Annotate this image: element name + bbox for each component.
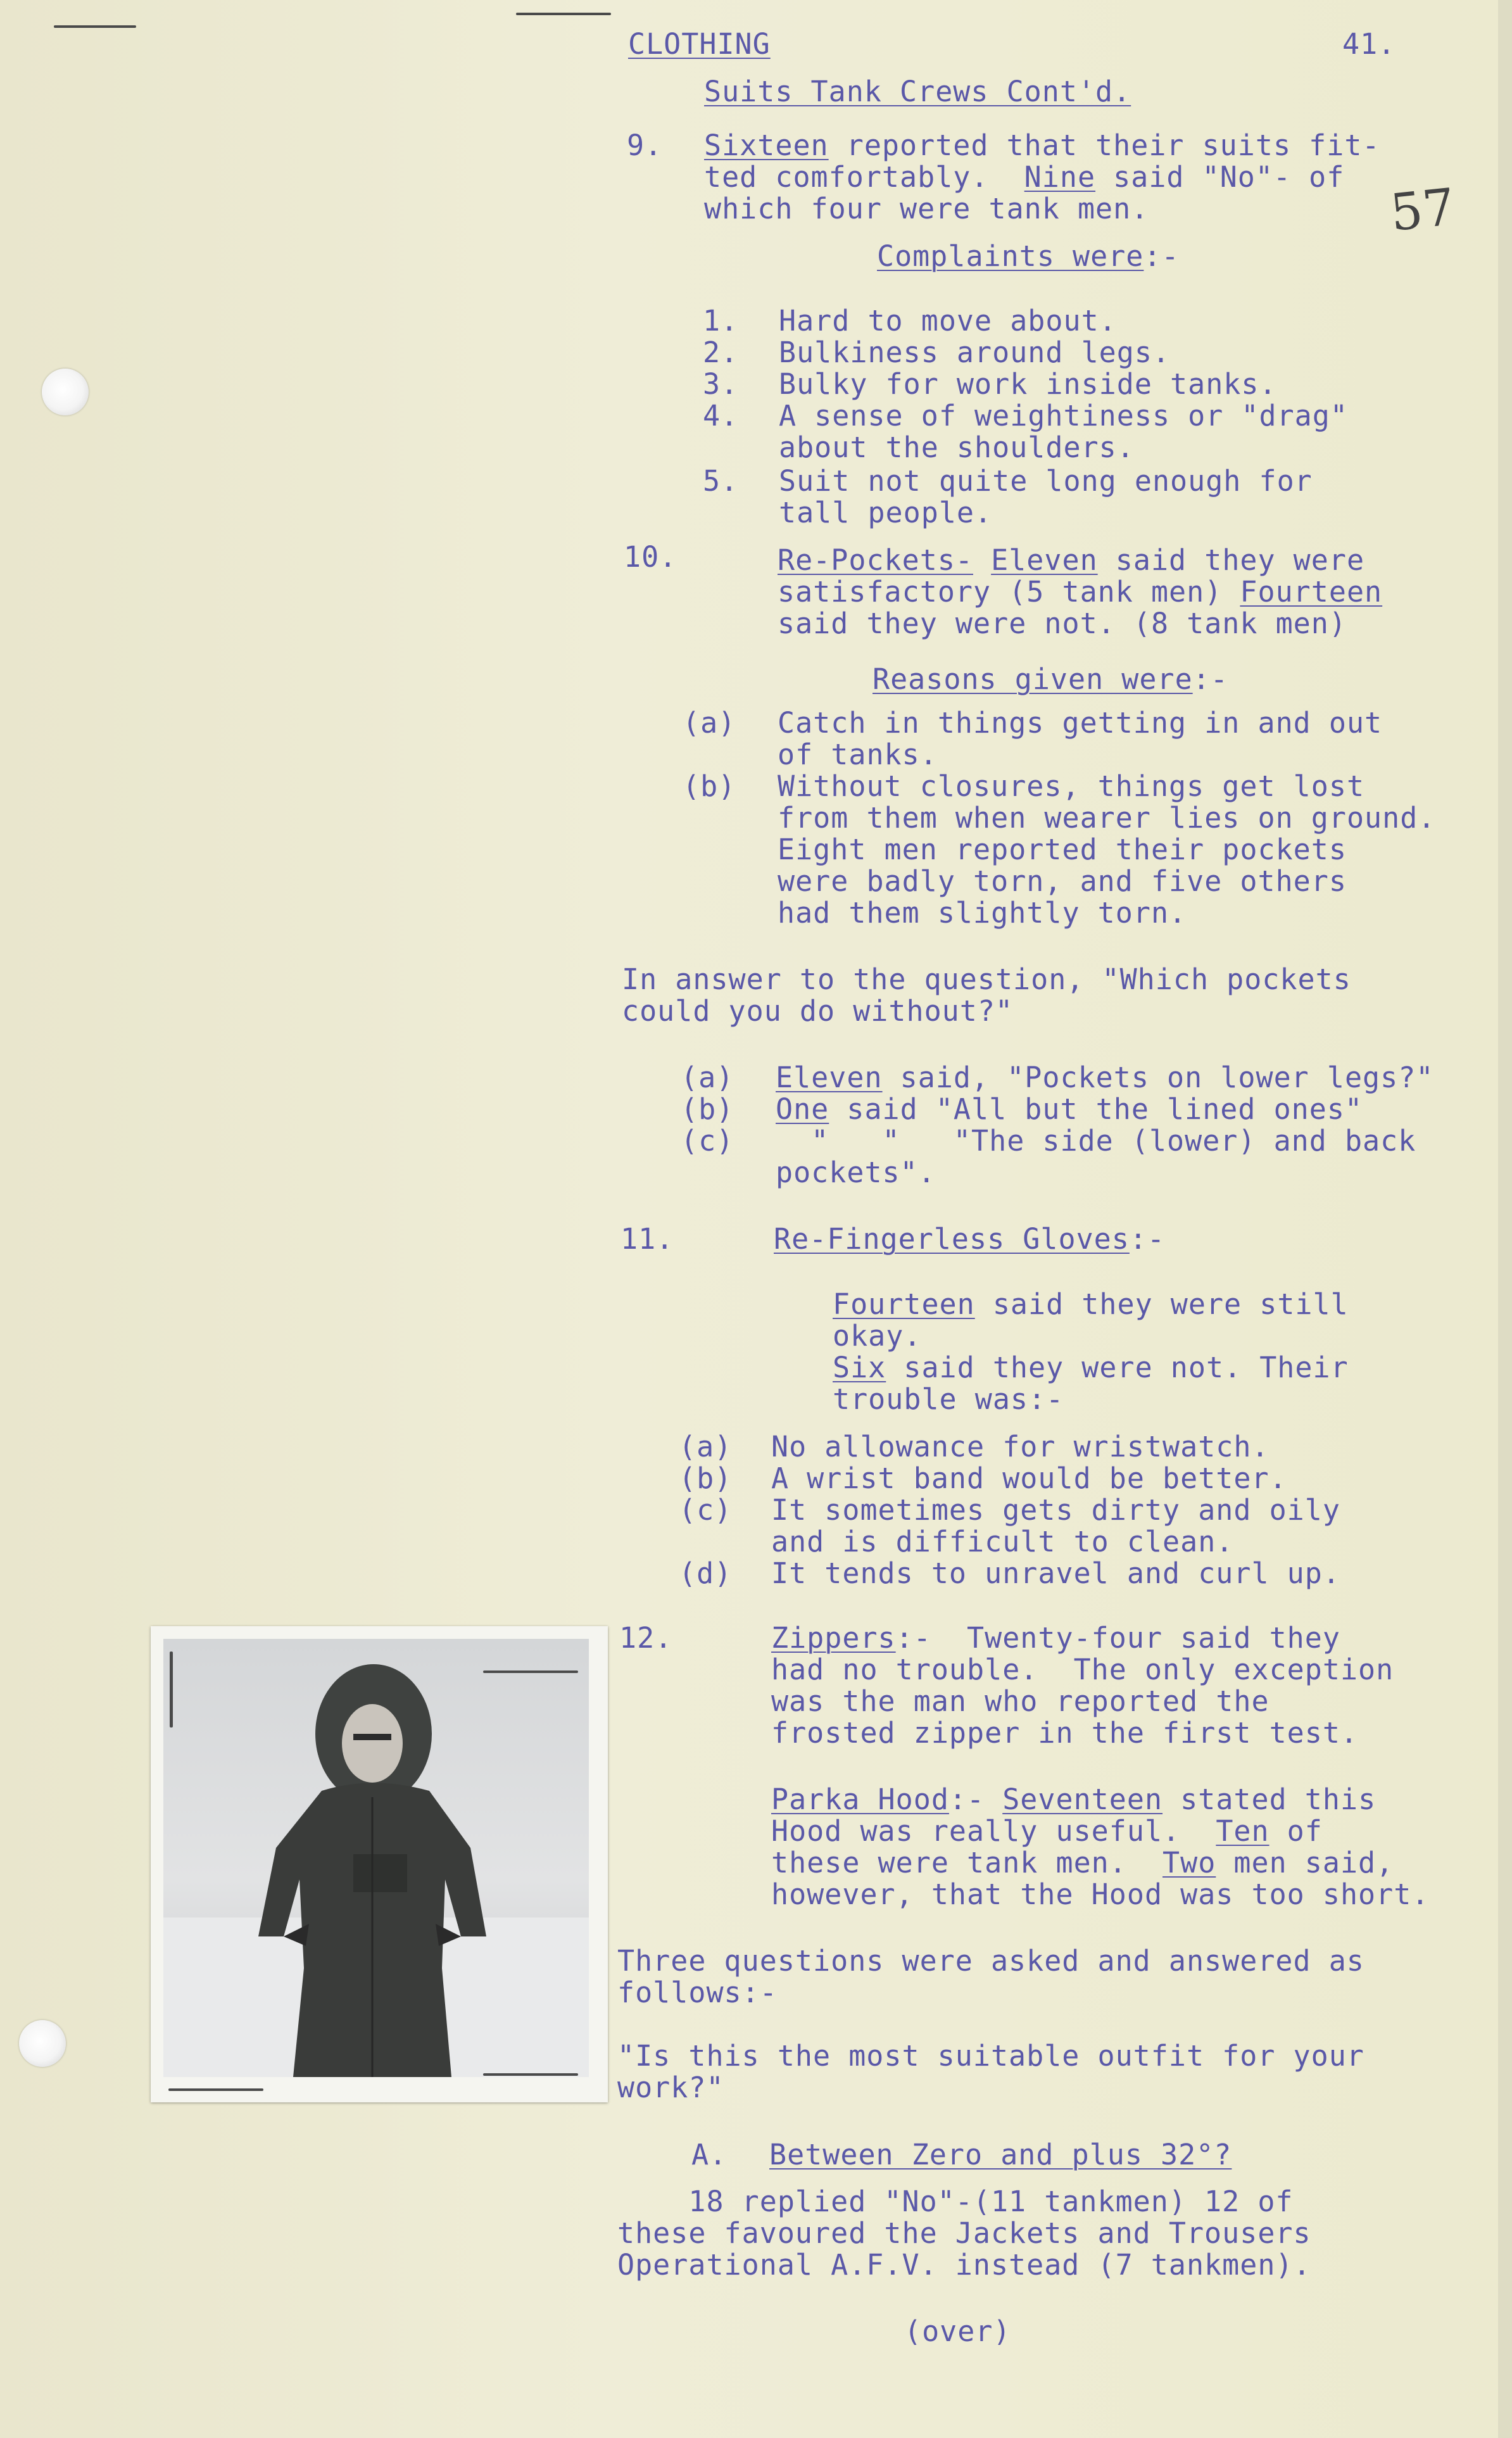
parka-line-1: Parka Hood:- Seventeen stated this [771,1783,1377,1816]
answer-text: Eleven said, "Pockets on lower legs?" [776,1061,1434,1094]
reason-text: had them slightly torn. [778,896,1187,930]
question-one: "Is this the most suitable outfit for your [617,2039,1364,2073]
complaint-text: tall people. [779,496,993,529]
punch-hole-upper [42,369,89,415]
answer-text: One said "All but the lined ones" [776,1092,1363,1126]
item10-line-3: said they were not. (8 tank men) [778,607,1347,640]
photo-staple-vertical [170,1652,173,1727]
staple-top-center [516,13,611,15]
reason-text: Eight men reported their pockets [778,833,1347,866]
reasons-heading: Reasons given were:- [873,662,1228,696]
photo-staple [483,2073,578,2076]
trouble-text: No allowance for wristwatch. [771,1430,1269,1463]
parka-line-4: however, that the Hood was too short. [771,1878,1430,1911]
man-in-parka-photo [163,1639,589,2077]
item-number-12: 12. [619,1621,673,1655]
three-questions-text: Three questions were asked and answered as [617,1944,1364,1978]
item9-line-2: ted comfortably. Nine said "No"- of [704,160,1345,194]
three-questions-text: follows:- [617,1976,778,2009]
answer-label: (b) [681,1092,734,1126]
reason-text: were badly torn, and five others [778,864,1347,898]
parka-line-3: these were tank men. Two men said, [771,1846,1394,1879]
complaint-number: 1. [703,304,739,338]
attached-photograph [151,1626,608,2102]
handwritten-page-number: 57 [1387,177,1458,243]
item-number-10: 10. [624,540,677,574]
zippers-line: frosted zipper in the first test. [771,1716,1359,1750]
complaint-text: about the shoulders. [779,431,1135,464]
gloves-six-cont: trouble was:- [833,1382,1064,1416]
item9-line-1: Sixteen reported that their suits fit- [704,129,1380,162]
reason-label: (a) [683,706,736,740]
answer-a-label: A. [691,2138,728,2171]
trouble-label: (d) [679,1557,733,1590]
over-note: (over) [904,2315,1011,2348]
parka-line-2: Hood was really useful. Ten of [771,1814,1323,1848]
zippers-line-1: Zippers:- Twenty-four said they [771,1621,1340,1655]
gloves-six: Six said they were not. Their [833,1351,1349,1384]
complaints-heading: Complaints were:- [877,239,1180,273]
item10-line-2: satisfactory (5 tank men) Fourteen [778,575,1383,609]
reason-text: from them when wearer lies on ground. [778,801,1436,835]
reason-label: (b) [683,769,736,803]
complaint-text: Bulky for work inside tanks. [779,367,1277,401]
complaint-text: Bulkiness around legs. [779,336,1171,369]
item9-line-3: which four were tank men. [704,192,1149,225]
trouble-text: A wrist band would be better. [771,1462,1287,1495]
question-text: could you do without?" [622,994,1014,1028]
complaint-number: 3. [703,367,739,401]
photo-staple [483,1671,578,1673]
complaint-text: A sense of weightiness or "drag" [779,399,1348,433]
answer-label: (a) [681,1061,734,1094]
gloves-fourteen-cont: okay. [833,1319,922,1353]
gloves-fourteen: Fourteen said they were still [833,1287,1349,1321]
item10-line-1: Re-Pockets- Eleven said they were [778,543,1365,577]
complaint-number: 2. [703,336,739,369]
trouble-text: It sometimes gets dirty and oily [771,1493,1340,1527]
trouble-text: It tends to unravel and curl up. [771,1557,1340,1590]
trouble-label: (a) [679,1430,733,1463]
complaint-number: 5. [703,464,739,498]
trouble-label: (c) [679,1493,733,1527]
answer-a-text: 18 replied "No"-(11 tankmen) 12 of [617,2185,1294,2218]
complaint-number: 4. [703,399,739,433]
answer-a-text: these favoured the Jackets and Trousers [617,2216,1311,2250]
subtitle: Suits Tank Crews Cont'd. [704,75,1131,108]
question-text: In answer to the question, "Which pockets [622,963,1351,996]
punch-hole-lower [19,2020,66,2067]
zippers-line: was the man who reported the [771,1684,1269,1718]
answer-a-heading: Between Zero and plus 32°? [769,2138,1232,2171]
photo-image [163,1639,589,2077]
reason-text: Without closures, things get lost [778,769,1365,803]
staple-top-left [54,25,136,28]
reason-text: Catch in things getting in and out [778,706,1383,740]
answer-label: (c) [681,1124,734,1158]
complaint-text: Hard to move about. [779,304,1117,338]
photo-staple [168,2088,263,2091]
trouble-text: and is difficult to clean. [771,1525,1234,1558]
answer-a-text: Operational A.F.V. instead (7 tankmen). [617,2248,1311,2282]
item-number-11: 11. [621,1222,674,1256]
page-number: 41. [1342,27,1396,61]
answer-text: pockets". [776,1156,936,1189]
section-heading: CLOTHING [628,27,771,61]
gloves-heading: Re-Fingerless Gloves:- [774,1222,1166,1256]
trouble-label: (b) [679,1462,733,1495]
complaint-text: Suit not quite long enough for [779,464,1313,498]
question-one: work?" [617,2071,724,2104]
page-edge [1498,0,1512,2438]
item-number-9: 9. [627,129,663,162]
reason-text: of tanks. [778,738,938,771]
zippers-line: had no trouble. The only exception [771,1653,1394,1686]
answer-text: " " "The side (lower) and back [776,1124,1416,1158]
